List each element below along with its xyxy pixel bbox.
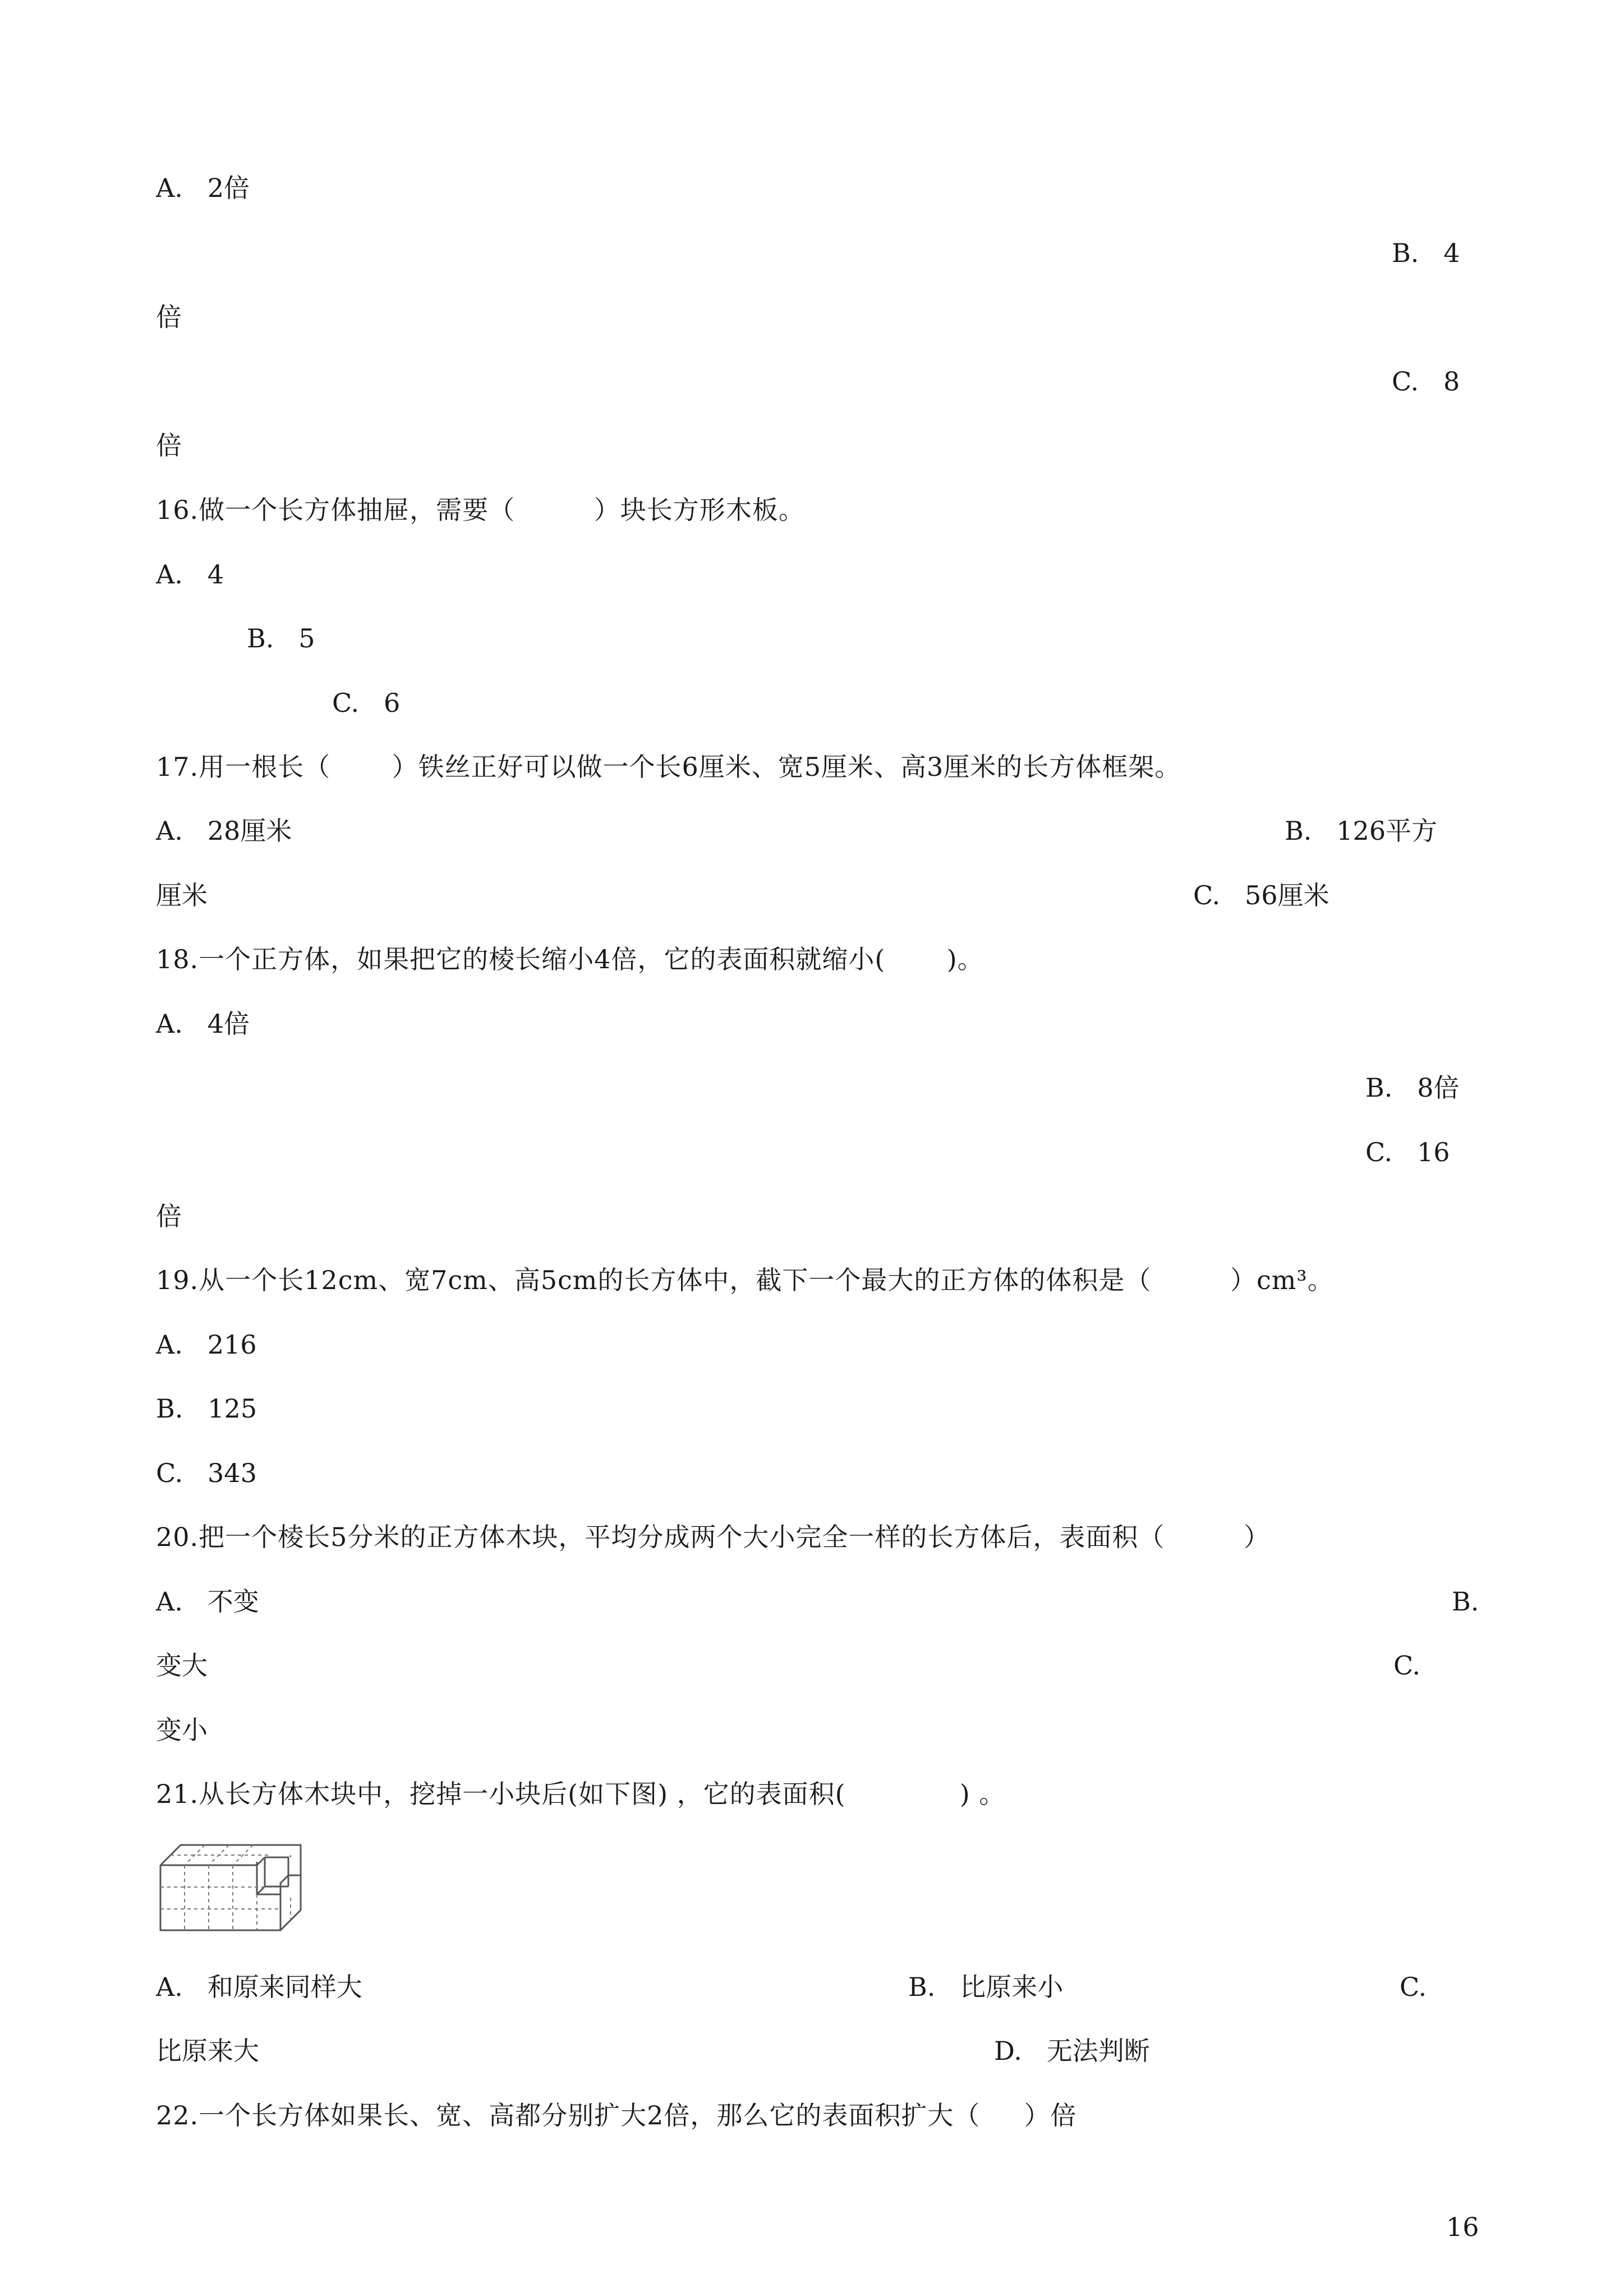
- q21-stem: 21.从长方体木块中，挖掉一小块后(如下图) ，它的表面积( ) 。: [156, 1779, 1006, 1809]
- q18-option-a: A. 4倍: [156, 1009, 250, 1039]
- q21-option-c-wrap: 比原来大: [156, 2036, 259, 2066]
- q18-stem: 18.一个正方体，如果把它的棱长缩小4倍，它的表面积就缩小( )。: [156, 944, 984, 974]
- q21-option-b: B. 比原来小: [908, 1972, 1064, 2002]
- q18-option-c-wrap: 倍: [156, 1201, 182, 1231]
- q16-option-c: C. 6: [332, 688, 401, 718]
- q17-option-c: C. 56厘米: [1193, 880, 1329, 910]
- q15-option-b: B. 4: [1392, 238, 1460, 268]
- q15-option-c: C. 8: [1392, 366, 1460, 397]
- q16-option-b: B. 5: [247, 623, 315, 654]
- cuboid-with-notch-figure: [158, 1842, 304, 1932]
- q19-option-a: A. 216: [156, 1329, 257, 1360]
- q20-option-c-wrap: 变小: [156, 1715, 208, 1745]
- q21-option-d: D. 无法判断: [994, 2036, 1150, 2066]
- q20-stem: 20.把一个棱长5分米的正方体木块，平均分成两个大小完全一样的长方体后，表面积（ ）: [156, 1522, 1271, 1552]
- page-number: 16: [1446, 2212, 1479, 2242]
- q18-option-b: B. 8倍: [1365, 1073, 1460, 1103]
- q20-option-a: A. 不变: [156, 1586, 259, 1617]
- q16-stem: 16.做一个长方体抽屉，需要（ ）块长方形木板。: [156, 495, 805, 525]
- q20-option-b-wrap: 变大: [156, 1650, 208, 1681]
- q17-option-b: B. 126平方: [1285, 816, 1438, 846]
- q16-option-a: A. 4: [156, 559, 224, 590]
- q18-option-c: C. 16: [1365, 1137, 1450, 1167]
- q21-option-c: C.: [1400, 1972, 1427, 2002]
- q20-option-b: B.: [1452, 1586, 1479, 1617]
- q17-option-b-wrap: 厘米: [156, 880, 208, 910]
- q17-stem: 17.用一根长（ ）铁丝正好可以做一个长6厘米、宽5厘米、高3厘米的长方体框架。: [156, 752, 1181, 782]
- q19-option-c: C. 343: [156, 1458, 257, 1488]
- q20-option-c: C.: [1393, 1650, 1421, 1681]
- q19-option-b: B. 125: [156, 1393, 257, 1424]
- q15-option-b-wrap: 倍: [156, 302, 182, 332]
- q15-option-a: A. 2倍: [156, 173, 250, 203]
- q19-stem: 19.从一个长12cm、宽7cm、高5cm的长方体中，截下一个最大的正方体的体积是（ ）cm³。: [156, 1265, 1334, 1295]
- q15-option-c-wrap: 倍: [156, 430, 182, 461]
- q21-option-a: A. 和原来同样大: [156, 1972, 362, 2002]
- q22-stem: 22.一个长方体如果长、宽、高都分别扩大2倍，那么它的表面积扩大（ ）倍: [156, 2100, 1077, 2131]
- q17-option-a: A. 28厘米: [156, 816, 292, 846]
